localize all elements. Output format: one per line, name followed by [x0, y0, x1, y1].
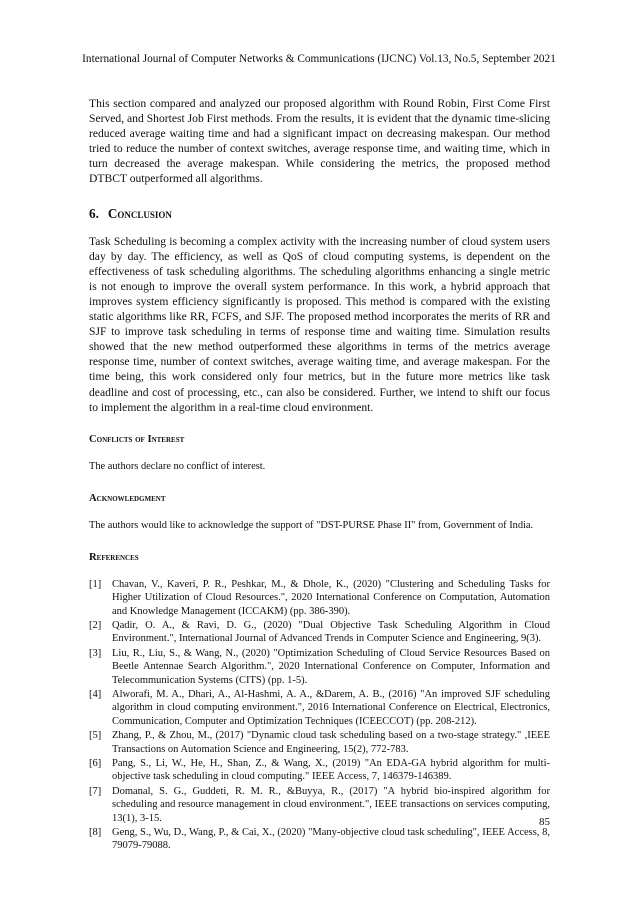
journal-header: International Journal of Computer Networks & Communications (IJCNC) Vol.13, No.5, September 2021 — [82, 53, 556, 65]
conflicts-heading — [89, 433, 550, 447]
section-title: Conclusion — [107, 205, 172, 221]
conclusion-paragraph: Task Scheduling is becoming a complex activity with the increasing number of cloud system users day by day. The efficiency, as well as QoS of cloud computing systems, is dependent on the effectiveness of task scheduling algorithms. The scheduling algorithms enhancing a single metric is not enough to improve the overall system performance. In this work, a hybrid approach that improves system efficiency significantly is proposed. This method is compared with the existing static algorithms like RR, FCFS, and SJF. The proposed method incorporates the merits of RR and SJF to improve task scheduling in terms of response time and waiting time. Simulation results showed that the new method outperformed these algorithms in terms of the metrics average response time, number of context switches, average waiting time, and average makespan. For the time being, this work considered only four metrics, but in the future more metrics like task deadline and cost of processing, etc., can also be considered. Further, we intend to shift our focus to implement the algorithm in a real-time cloud environment. — [89, 234, 550, 414]
acknowledgment-heading — [89, 492, 550, 506]
reference-number: [7] — [89, 785, 102, 797]
conflicts-paragraph: The authors declare no conflict of interest. — [89, 460, 266, 472]
reference-item — [89, 729, 550, 756]
conflicts-title: Conflicts of Interest — [89, 433, 185, 445]
reference-item — [89, 578, 550, 618]
reference-item — [89, 688, 550, 728]
reference-item — [89, 785, 550, 825]
reference-number: [2] — [89, 619, 102, 631]
reference-number: [3] — [89, 647, 102, 659]
reference-number: [6] — [89, 757, 102, 769]
references-title: References — [89, 551, 139, 563]
reference-text: Pang, S., Li, W., He, H., Shan, Z., & Wang, X., (2019) "An EDA-GA hybrid algorithm for multi-objective task scheduling in cloud computing." IEEE Access, 7, 146379-146389. — [112, 757, 550, 783]
reference-text: Geng, S., Wu, D., Wang, P., & Cai, X., (2020) "Many-objective cloud task scheduling", IEEE Access, 8, 79079-79088. — [112, 827, 550, 852]
reference-list — [89, 578, 550, 853]
reference-text: Qadir, O. A., & Ravi, D. G., (2020) "Dual Objective Task Scheduling Algorithm in Cloud Environment.", International Journal of Advanced Trends in Computer Science and Engineering, 9(3). — [112, 619, 550, 645]
conclusion-heading — [89, 206, 550, 222]
section-number: 6. — [89, 205, 99, 221]
reference-text: Zhang, P., & Zhou, M., (2017) "Dynamic cloud task scheduling based on a two-stage strategy." ,IEEE Transactions on Automation Science and Engineering, 15(2), 772-783. — [112, 730, 550, 755]
reference-number: [4] — [89, 688, 102, 700]
reference-item — [89, 757, 550, 784]
acknowledgment-title: Acknowledgment — [89, 492, 166, 504]
page-content — [89, 96, 550, 854]
references-heading — [89, 551, 550, 565]
reference-text: Alworafi, M. A., Dhari, A., Al-Hashmi, A. A., &Darem, A. B., (2016) "An improved SJF scheduling algorithm in cloud computing environment.", 2016 International Conference on Electrical, Electronics, Communication, Computer and Optimization Techniques (ICEECCOT) (pp. 208-212). — [112, 688, 550, 727]
reference-text: Chavan, V., Kaveri, P. R., Peshkar, M., & Dhole, K., (2020) "Clustering and Scheduling Tasks for Higher Utilization of Cloud Resources.", 2020 International Conference on Computation, Automation and Knowledge Management (ICCAKM) (pp. 386-390). — [112, 578, 550, 617]
reference-item — [89, 826, 550, 853]
reference-item — [89, 619, 550, 646]
intro-paragraph: This section compared and analyzed our proposed algorithm with Round Robin, First Come First Served, and Shortest Job First methods. From the results, it is evident that the dynamic time-slicing reduced average waiting time and had a significant impact on decreasing makespan. Our method tried to reduce the number of context switches, average response time, and waiting time, which in turn decreased the average makespan. While considering the metrics, the proposed method DTBCT outperformed all algorithms. — [89, 97, 550, 186]
reference-item — [89, 647, 550, 687]
page-number: 85 — [539, 816, 550, 828]
reference-text: Liu, R., Liu, S., & Wang, N., (2020) "Optimization Scheduling of Cloud Service Resources Based on Beetle Antennae Search Algorithm.", 2020 International Conference on Computer, Information and Telecommunication Systems (CITS) (pp. 1-5). — [112, 647, 550, 686]
acknowledgment-paragraph: The authors would like to acknowledge the support of "DST-PURSE Phase II" from, Government of India. — [89, 519, 534, 531]
reference-text: Domanal, S. G., Guddeti, R. M. R., &Buyya, R., (2017) "A hybrid bio-inspired algorithm for scheduling and resource management in cloud environment.", IEEE transactions on services computing, 13(1), 3-15. — [112, 785, 550, 824]
reference-number: [1] — [89, 578, 102, 590]
reference-number: [8] — [89, 827, 102, 838]
reference-number: [5] — [89, 730, 102, 742]
